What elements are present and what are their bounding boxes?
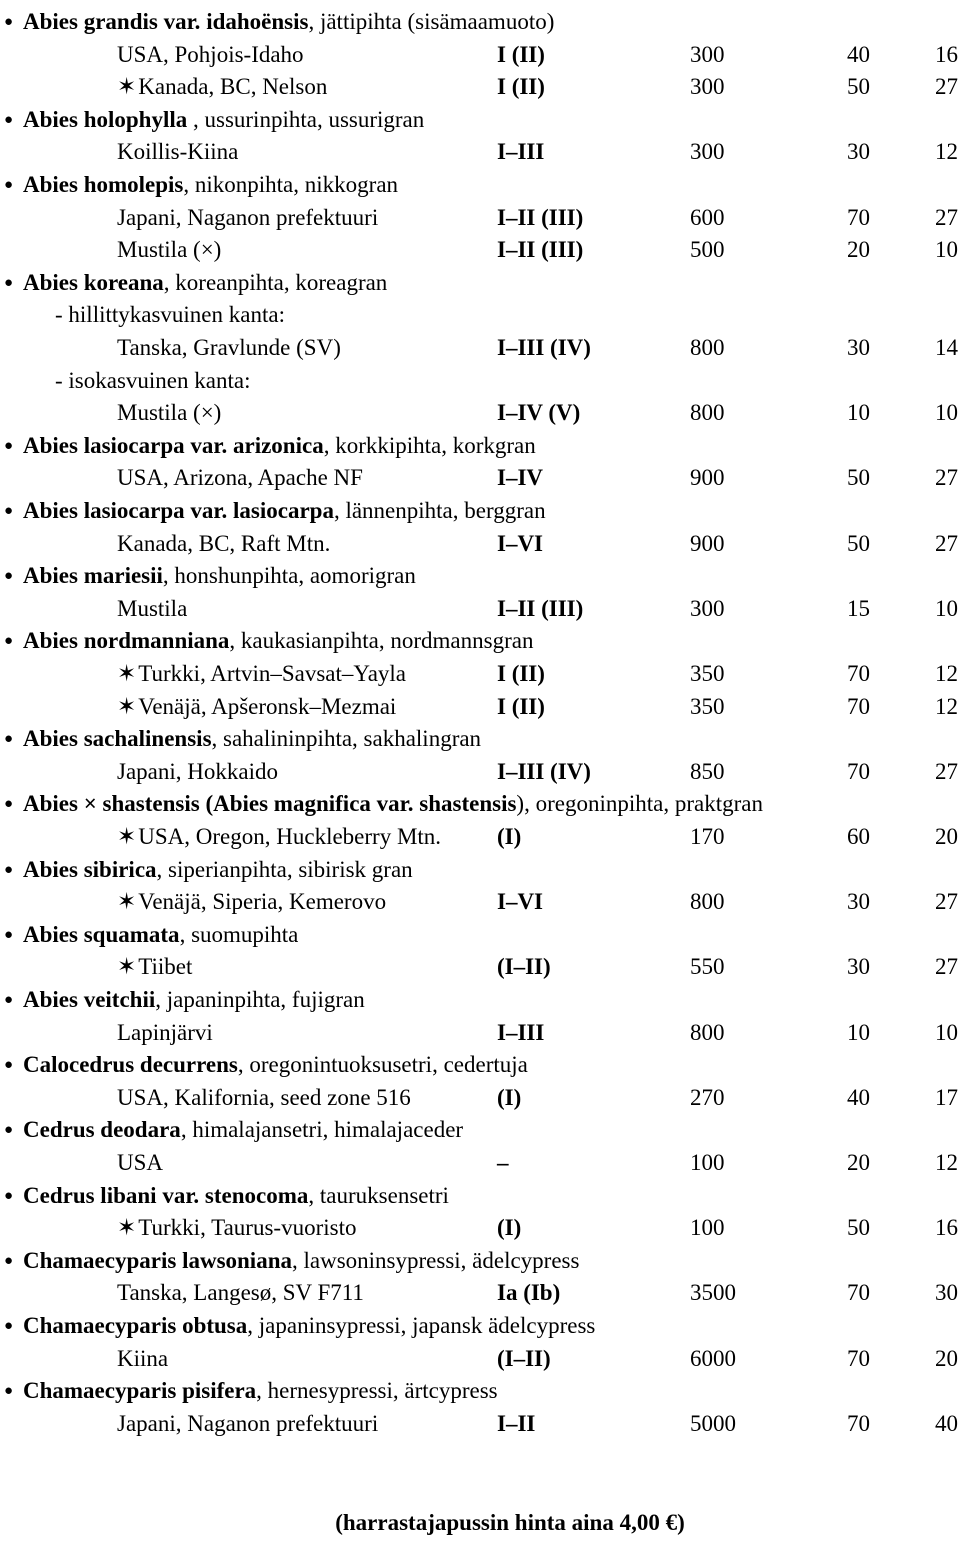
species-latin-name: Abies lasiocarpa var. bbox=[23, 498, 233, 523]
value-cell: 70 bbox=[847, 1280, 870, 1306]
species-name bbox=[23, 919, 298, 951]
value-cell: 100 bbox=[690, 1150, 725, 1175]
hardiness-zone: (I) bbox=[497, 1084, 522, 1110]
species-latin-name: Abies veitchii bbox=[23, 987, 156, 1012]
origin-text: Mustila (×) bbox=[117, 400, 222, 426]
hardiness-zone: I–III (IV) bbox=[497, 335, 591, 360]
origin-cell bbox=[117, 756, 278, 788]
species-name bbox=[23, 430, 536, 462]
origin-cell bbox=[117, 821, 441, 853]
sub-heading-row bbox=[0, 365, 960, 397]
origin-row bbox=[0, 39, 960, 71]
bullet-icon: ● bbox=[4, 177, 14, 193]
hardiness-zone: I–III bbox=[497, 1019, 545, 1045]
hardiness-zone: I–VI bbox=[497, 889, 544, 915]
origin-text: USA, Arizona, Apache NF bbox=[117, 465, 363, 491]
origin-cell bbox=[117, 397, 221, 429]
value-cell: 27 bbox=[935, 465, 958, 491]
species-name bbox=[23, 854, 413, 886]
origin-cell bbox=[117, 39, 304, 71]
value-cell: 40 bbox=[847, 1084, 870, 1110]
origin-text: Mustila bbox=[117, 595, 188, 621]
value-cell: 20 bbox=[847, 1150, 870, 1175]
origin-row bbox=[0, 397, 960, 429]
hardiness-zone: I–II (III) bbox=[497, 204, 584, 230]
bullet-icon: ● bbox=[4, 1252, 14, 1269]
origin-row bbox=[0, 332, 960, 364]
value-cell: 300 bbox=[690, 74, 725, 100]
species-latin-name: Cedrus deodara bbox=[23, 1117, 181, 1143]
origin-text: Mustila (×) bbox=[117, 237, 222, 263]
species-row bbox=[0, 854, 960, 886]
value-cell: 20 bbox=[847, 237, 870, 263]
species-common-names: , siperianpihta, sibirisk gran bbox=[156, 856, 413, 882]
value-cell: 27 bbox=[935, 530, 958, 556]
species-row bbox=[0, 430, 960, 462]
value-cell: 70 bbox=[847, 693, 870, 719]
origin-row bbox=[0, 821, 960, 853]
species-row bbox=[0, 984, 960, 1016]
origin-row bbox=[0, 1408, 960, 1440]
hardiness-zone: I–II (III) bbox=[497, 595, 584, 621]
origin-text: Tanska, Langesø, SV F711 bbox=[117, 1280, 364, 1306]
species-latin-name: Abies squamata bbox=[23, 921, 180, 947]
species-row bbox=[0, 104, 960, 136]
species-name bbox=[23, 560, 416, 592]
origin-row bbox=[0, 462, 960, 494]
price-footer: (harrastajapussin hinta aina 4,00 €) bbox=[335, 1510, 685, 1535]
value-cell: 70 bbox=[847, 1345, 870, 1371]
value-cell: 3500 bbox=[690, 1280, 736, 1306]
species-common-names: , kaukasianpihta, nordmannsgran bbox=[229, 628, 534, 654]
hardiness-zone: (I) bbox=[497, 824, 522, 849]
hardiness-zone: I–IV bbox=[497, 465, 544, 491]
species-name bbox=[23, 169, 398, 201]
species-latin-name: Abies koreana bbox=[23, 269, 164, 295]
star-icon: ✶ bbox=[117, 824, 137, 849]
value-cell: 550 bbox=[690, 954, 725, 980]
bullet-icon: ● bbox=[4, 1057, 14, 1074]
bullet-icon: ● bbox=[4, 633, 14, 650]
value-cell: 16 bbox=[935, 1215, 958, 1241]
species-latin-name: Abies holophylla bbox=[23, 106, 188, 132]
bullet-icon: ● bbox=[4, 926, 14, 943]
value-cell: 30 bbox=[847, 954, 870, 980]
species-common-names: , korkkipihta, korkgran bbox=[323, 432, 536, 458]
origin-cell bbox=[117, 1082, 411, 1114]
value-cell: 50 bbox=[847, 1215, 870, 1241]
origin-text: Koillis-Kiina bbox=[117, 139, 239, 165]
star-icon: ✶ bbox=[117, 693, 137, 719]
origin-row bbox=[0, 593, 960, 625]
bullet-icon: ● bbox=[4, 796, 14, 813]
value-cell: 60 bbox=[847, 824, 870, 849]
value-cell: 50 bbox=[847, 465, 870, 491]
origin-cell bbox=[117, 528, 330, 560]
origin-row bbox=[0, 1343, 960, 1375]
hardiness-zone: I (II) bbox=[497, 693, 545, 719]
value-cell: 12 bbox=[935, 1150, 958, 1175]
origin-text: Turkki, Artvin–Savsat–Yayla bbox=[138, 661, 407, 686]
origin-cell bbox=[117, 1408, 378, 1440]
strain-heading: - hillittykasvuinen kanta: bbox=[55, 302, 285, 328]
species-latin-name: Abies nordmanniana bbox=[23, 628, 230, 654]
hardiness-zone: I (II) bbox=[497, 661, 545, 686]
origin-cell bbox=[117, 234, 221, 266]
origin-cell bbox=[117, 71, 327, 103]
species-row bbox=[0, 1180, 960, 1212]
species-latin-name: Abies sachalinensis bbox=[23, 726, 212, 752]
species-row bbox=[0, 1049, 960, 1081]
origin-text: Turkki, Taurus-vuoristo bbox=[138, 1215, 357, 1241]
origin-cell bbox=[117, 202, 378, 234]
species-row bbox=[0, 1114, 960, 1146]
value-cell: 10 bbox=[935, 400, 958, 426]
species-latin-name: Cedrus libani var. bbox=[23, 1182, 205, 1208]
origin-cell bbox=[117, 136, 238, 168]
species-common-names: , honshunpihta, aomorigran bbox=[162, 563, 416, 589]
origin-row bbox=[0, 1277, 960, 1309]
species-common-names: , lännenpihta, berggran bbox=[333, 498, 546, 523]
bullet-icon: ● bbox=[4, 1187, 14, 1204]
value-cell: 10 bbox=[935, 237, 958, 263]
hardiness-zone: (I–II) bbox=[497, 1345, 551, 1371]
species-common-names: , oregonintuoksusetri, cedertuja bbox=[237, 1052, 528, 1078]
species-common-names: , himalajansetri, himalajaceder bbox=[180, 1117, 464, 1143]
origin-cell bbox=[117, 691, 396, 723]
origin-cell bbox=[117, 1017, 213, 1049]
value-cell: 30 bbox=[935, 1280, 958, 1306]
species-latin-name: Abies sibirica bbox=[23, 856, 157, 882]
value-cell: 27 bbox=[935, 204, 958, 230]
star-icon: ✶ bbox=[117, 1215, 137, 1241]
species-common-names: , jättipihta (sisämaamuoto) bbox=[308, 9, 555, 34]
species-latin-name: Abies × shastensis (Abies magnifica var. bbox=[23, 791, 420, 817]
species-common-names: , japaninpihta, fujigran bbox=[155, 987, 365, 1012]
species-common-names: , lawsoninsypressi, ädelcypress bbox=[292, 1247, 580, 1273]
species-latin-name: Chamaecyparis obtusa bbox=[23, 1313, 248, 1338]
origin-row bbox=[0, 951, 960, 983]
value-cell: 800 bbox=[690, 1019, 725, 1045]
bullet-icon: ● bbox=[4, 1383, 14, 1400]
species-latin-name: Calocedrus decurrens bbox=[23, 1052, 238, 1078]
value-cell: 70 bbox=[847, 204, 870, 230]
value-cell: 14 bbox=[935, 335, 958, 360]
species-row bbox=[0, 723, 960, 755]
species-name bbox=[23, 984, 365, 1016]
species-row bbox=[0, 1245, 960, 1277]
origin-text: Tanska, Gravlunde (SV) bbox=[117, 335, 341, 360]
species-name bbox=[23, 6, 554, 38]
species-row bbox=[0, 267, 960, 299]
value-cell: 20 bbox=[935, 824, 958, 849]
hardiness-zone: I (II) bbox=[497, 41, 545, 67]
value-cell: 30 bbox=[847, 889, 870, 915]
origin-text: USA, Kalifornia, seed zone 516 bbox=[117, 1084, 411, 1110]
origin-row bbox=[0, 658, 960, 690]
value-cell: 12 bbox=[935, 139, 958, 165]
species-latin-name: lasiocarpa bbox=[233, 498, 334, 523]
origin-row bbox=[0, 1147, 960, 1179]
species-name bbox=[23, 1114, 463, 1146]
species-row bbox=[0, 788, 960, 820]
species-name bbox=[23, 788, 763, 820]
bullet-icon: ● bbox=[4, 992, 14, 1008]
star-icon: ✶ bbox=[117, 661, 137, 686]
origin-cell bbox=[117, 1343, 168, 1375]
species-row bbox=[0, 6, 960, 38]
species-row bbox=[0, 560, 960, 592]
species-name bbox=[23, 1180, 449, 1212]
hardiness-zone: Ia (Ib) bbox=[497, 1280, 561, 1306]
species-name bbox=[23, 495, 546, 527]
origin-cell bbox=[117, 886, 386, 918]
species-name bbox=[23, 1375, 498, 1407]
hardiness-zone: I–III bbox=[497, 139, 545, 165]
value-cell: 350 bbox=[690, 661, 725, 686]
species-name bbox=[23, 1310, 595, 1342]
value-cell: 800 bbox=[690, 400, 725, 426]
species-latin-name: Abies homolepis bbox=[23, 172, 184, 197]
species-name bbox=[23, 1049, 528, 1081]
value-cell: 10 bbox=[935, 1019, 958, 1045]
value-cell: 70 bbox=[847, 758, 870, 784]
species-common-names: , ussurinpihta, ussurigran bbox=[187, 106, 425, 132]
species-common-names: , koreanpihta, koreagran bbox=[163, 269, 388, 295]
bullet-icon: ● bbox=[4, 437, 14, 454]
bullet-icon: ● bbox=[4, 111, 14, 128]
origin-cell bbox=[117, 462, 363, 494]
species-latin-name: idahoënsis bbox=[206, 9, 309, 34]
species-row bbox=[0, 1310, 960, 1342]
bullet-icon: ● bbox=[4, 503, 14, 519]
origin-row bbox=[0, 756, 960, 788]
hardiness-zone: – bbox=[497, 1150, 509, 1175]
bullet-icon: ● bbox=[4, 274, 14, 291]
value-cell: 27 bbox=[935, 74, 958, 100]
value-cell: 70 bbox=[847, 661, 870, 686]
origin-text: Venäjä, Siperia, Kemerovo bbox=[138, 889, 387, 915]
species-name bbox=[23, 267, 387, 299]
value-cell: 300 bbox=[690, 139, 725, 165]
species-common-names: ), oregoninpihta, praktgran bbox=[516, 791, 763, 817]
star-icon: ✶ bbox=[117, 74, 137, 100]
value-cell: 10 bbox=[847, 1019, 870, 1045]
value-cell: 850 bbox=[690, 758, 725, 784]
species-common-names: , japaninsypressi, japansk ädelcypress bbox=[247, 1313, 596, 1338]
origin-row bbox=[0, 234, 960, 266]
species-row bbox=[0, 1375, 960, 1407]
origin-text: USA, Oregon, Huckleberry Mtn. bbox=[138, 824, 442, 849]
species-common-names: , suomupihta bbox=[179, 921, 299, 947]
origin-row bbox=[0, 1082, 960, 1114]
bullet-icon: ● bbox=[4, 861, 14, 878]
species-latin-name: stenocoma bbox=[204, 1182, 309, 1208]
value-cell: 10 bbox=[935, 595, 958, 621]
species-name bbox=[23, 723, 481, 755]
value-cell: 50 bbox=[847, 530, 870, 556]
species-latin-name: shastensis bbox=[419, 791, 517, 817]
value-cell: 15 bbox=[847, 595, 870, 621]
bullet-icon: ● bbox=[4, 14, 14, 30]
origin-text: USA bbox=[117, 1150, 164, 1175]
species-name bbox=[23, 625, 533, 657]
hardiness-zone: I–VI bbox=[497, 530, 544, 556]
value-cell: 40 bbox=[847, 41, 870, 67]
value-cell: 900 bbox=[690, 530, 725, 556]
origin-row bbox=[0, 528, 960, 560]
value-cell: 50 bbox=[847, 74, 870, 100]
origin-text: Tiibet bbox=[138, 954, 193, 980]
origin-cell bbox=[117, 1277, 364, 1309]
hardiness-zone: I–II bbox=[497, 1410, 536, 1436]
value-cell: 300 bbox=[690, 41, 725, 67]
origin-text: Japani, Naganon prefektuuri bbox=[117, 1410, 379, 1436]
species-common-names: , sahalininpihta, sakhalingran bbox=[211, 726, 482, 752]
origin-text: USA, Pohjois-Idaho bbox=[117, 41, 304, 67]
value-cell: 27 bbox=[935, 758, 958, 784]
species-latin-name: Abies mariesii bbox=[23, 563, 163, 589]
value-cell: 170 bbox=[690, 824, 725, 849]
origin-cell bbox=[117, 1147, 163, 1179]
origin-text: Venäjä, Apšeronsk–Mezmai bbox=[138, 693, 397, 719]
origin-row bbox=[0, 1212, 960, 1244]
origin-text: Kanada, BC, Nelson bbox=[138, 74, 328, 100]
origin-cell bbox=[117, 1212, 356, 1244]
hardiness-zone: I (II) bbox=[497, 74, 545, 100]
value-cell: 900 bbox=[690, 465, 725, 491]
origin-text: Lapinjärvi bbox=[117, 1019, 213, 1045]
origin-row bbox=[0, 202, 960, 234]
origin-cell bbox=[117, 332, 341, 364]
origin-cell bbox=[117, 951, 192, 983]
value-cell: 70 bbox=[847, 1410, 870, 1436]
origin-cell bbox=[117, 658, 406, 690]
origin-row bbox=[0, 886, 960, 918]
origin-row bbox=[0, 691, 960, 723]
value-cell: 800 bbox=[690, 335, 725, 360]
species-common-names: , tauruksensetri bbox=[308, 1182, 449, 1208]
value-cell: 500 bbox=[690, 237, 725, 263]
value-cell: 16 bbox=[935, 41, 958, 67]
value-cell: 40 bbox=[935, 1410, 958, 1436]
species-name bbox=[23, 104, 424, 136]
value-cell: 30 bbox=[847, 335, 870, 360]
bullet-icon: ● bbox=[4, 1318, 14, 1334]
value-cell: 300 bbox=[690, 595, 725, 621]
species-row bbox=[0, 495, 960, 527]
value-cell: 27 bbox=[935, 889, 958, 915]
hardiness-zone: I–IV (V) bbox=[497, 400, 581, 426]
origin-row bbox=[0, 71, 960, 103]
hardiness-zone: I–III (IV) bbox=[497, 758, 591, 784]
value-cell: 27 bbox=[935, 954, 958, 980]
species-common-names: , hernesypressi, ärtcypress bbox=[256, 1378, 498, 1404]
species-latin-name: Chamaecyparis pisifera bbox=[23, 1378, 257, 1404]
sub-heading-row bbox=[0, 299, 960, 331]
species-row bbox=[0, 169, 960, 201]
value-cell: 270 bbox=[690, 1084, 725, 1110]
value-cell: 5000 bbox=[690, 1410, 736, 1436]
value-cell: 20 bbox=[935, 1345, 958, 1371]
bullet-icon: ● bbox=[4, 568, 14, 585]
value-cell: 17 bbox=[935, 1084, 958, 1110]
value-cell: 12 bbox=[935, 661, 958, 686]
species-latin-name: Abies lasiocarpa var. bbox=[23, 432, 233, 458]
origin-row bbox=[0, 1017, 960, 1049]
species-latin-name: arizonica bbox=[233, 432, 324, 458]
species-latin-name: Chamaecyparis lawsoniana bbox=[23, 1247, 292, 1273]
origin-text: Kiina bbox=[117, 1345, 169, 1371]
species-common-names: , nikonpihta, nikkogran bbox=[183, 172, 399, 197]
bullet-icon: ● bbox=[4, 731, 14, 748]
value-cell: 100 bbox=[690, 1215, 725, 1241]
origin-text: Kanada, BC, Raft Mtn. bbox=[117, 530, 331, 556]
species-name bbox=[23, 1245, 579, 1277]
species-row bbox=[0, 919, 960, 951]
hardiness-zone: (I) bbox=[497, 1215, 522, 1241]
origin-cell bbox=[117, 593, 187, 625]
value-cell: 800 bbox=[690, 889, 725, 915]
hardiness-zone: I–II (III) bbox=[497, 237, 584, 263]
hardiness-zone: (I–II) bbox=[497, 954, 551, 980]
origin-text: Japani, Hokkaido bbox=[117, 758, 278, 784]
species-latin-name: Abies grandis var. bbox=[23, 9, 207, 34]
origin-row bbox=[0, 136, 960, 168]
value-cell: 10 bbox=[847, 400, 870, 426]
value-cell: 12 bbox=[935, 693, 958, 719]
origin-text: Japani, Naganon prefektuuri bbox=[117, 204, 379, 230]
star-icon: ✶ bbox=[117, 889, 137, 915]
strain-heading: - isokasvuinen kanta: bbox=[55, 367, 251, 393]
star-icon: ✶ bbox=[117, 954, 137, 980]
value-cell: 30 bbox=[847, 139, 870, 165]
bullet-icon: ● bbox=[4, 1122, 14, 1139]
value-cell: 6000 bbox=[690, 1345, 736, 1371]
value-cell: 350 bbox=[690, 693, 725, 719]
value-cell: 600 bbox=[690, 204, 725, 230]
species-row bbox=[0, 625, 960, 657]
